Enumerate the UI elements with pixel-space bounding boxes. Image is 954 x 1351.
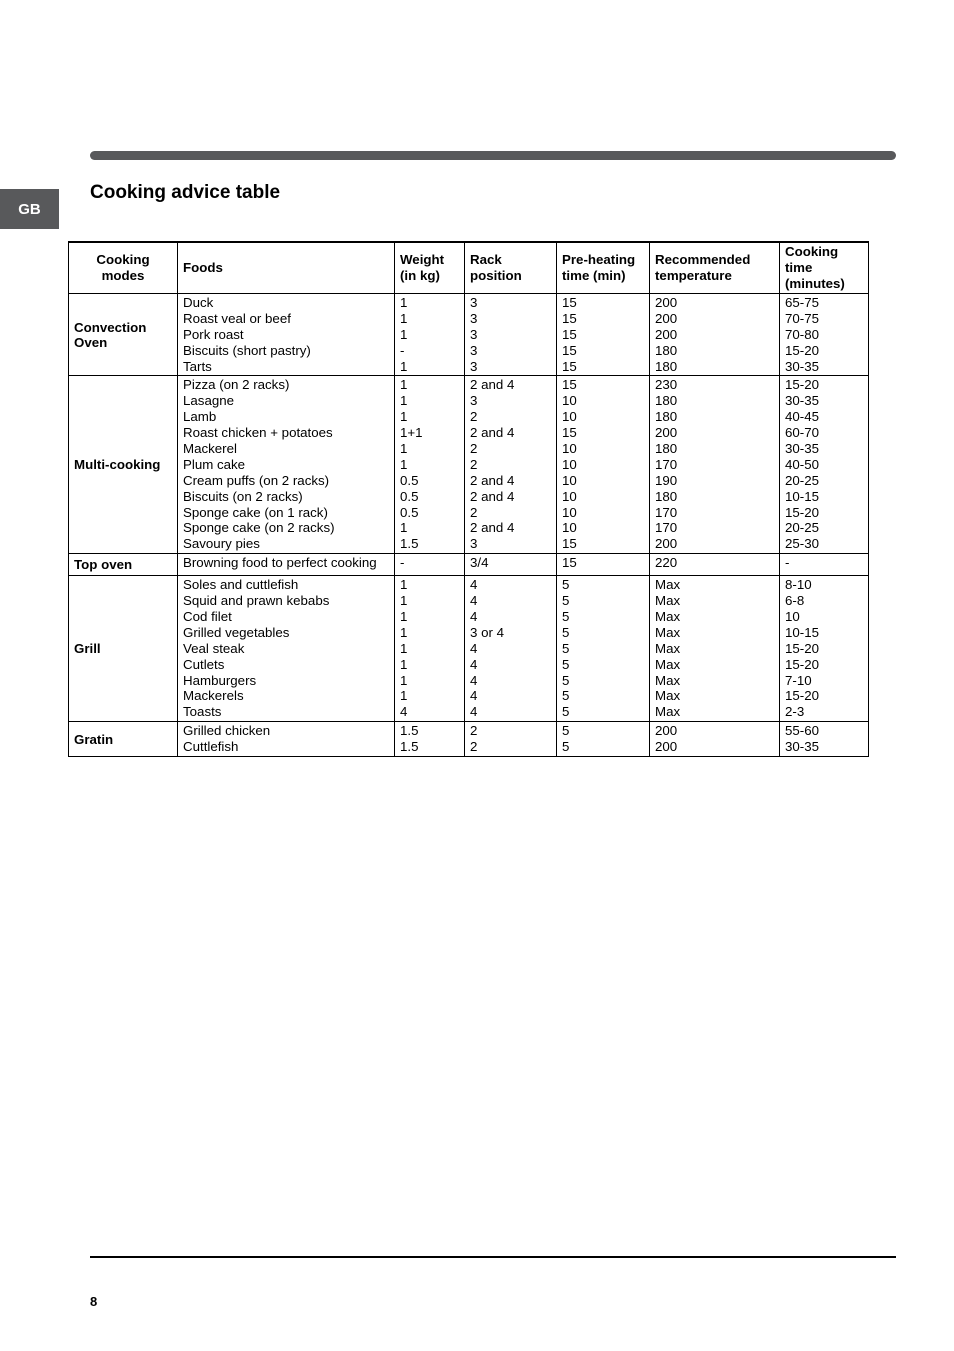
- foods-value: Lasagne: [183, 393, 235, 409]
- temp-value: Max: [655, 672, 681, 688]
- rack-value: 2: [470, 739, 478, 755]
- preheat-value: 10: [562, 504, 577, 520]
- weight-value: -: [400, 555, 405, 571]
- preheat-value: 10: [562, 520, 577, 536]
- preheat-value: 10: [562, 472, 577, 488]
- preheat-value: 15: [562, 425, 577, 441]
- language-tab: GB: [0, 189, 59, 229]
- weight-value: 1: [400, 640, 408, 656]
- rack-value: 3: [470, 326, 478, 342]
- time-value: 55-60: [785, 723, 820, 739]
- table-row: [69, 376, 869, 554]
- temp-value: 200: [655, 310, 678, 326]
- foods-value: Lamb: [183, 409, 217, 425]
- page-number: 8: [90, 1294, 98, 1309]
- weight-cell: [395, 554, 465, 576]
- time-value: 40-50: [785, 456, 820, 472]
- preheat-value: 5: [562, 723, 570, 739]
- rack-value: 4: [470, 577, 478, 593]
- time-value: 40-45: [785, 409, 820, 425]
- time-value: 15-20: [785, 656, 820, 672]
- weight-value: 1: [400, 609, 408, 625]
- time-value: 15-20: [785, 342, 820, 358]
- foods-value: Squid and prawn kebabs: [183, 593, 330, 609]
- preheat-value: 5: [562, 640, 570, 656]
- time-value: 10-15: [785, 488, 820, 504]
- page-title: Cooking advice table: [90, 182, 281, 203]
- preheat-value: 5: [562, 609, 570, 625]
- preheat-cell: [557, 554, 650, 576]
- foods-value: Plum cake: [183, 456, 246, 472]
- temp-value: 190: [655, 472, 678, 488]
- table-row: [69, 722, 869, 757]
- weight-value: 1: [400, 624, 408, 640]
- weight-value: 1: [400, 326, 408, 342]
- temp-value: Max: [655, 609, 681, 625]
- header-weight: Weight (in kg): [395, 242, 465, 294]
- foods-value: Veal steak: [183, 640, 245, 656]
- foods-cell: [178, 576, 395, 722]
- preheat-value: 5: [562, 577, 570, 593]
- weight-value: 1: [400, 456, 408, 472]
- preheat-value: 15: [562, 536, 577, 552]
- preheat-value: 15: [562, 555, 577, 571]
- cooking-mode-cell: Gratin: [69, 722, 178, 757]
- rack-value: 2 and 4: [470, 377, 515, 393]
- foods-value: Roast veal or beef: [183, 310, 291, 326]
- foods-value: Browning food to perfect cooking: [183, 555, 377, 571]
- weight-value: 1.5: [400, 739, 419, 755]
- weight-cell: [395, 722, 465, 757]
- time-value: 7-10: [785, 672, 812, 688]
- rack-value: 2 and 4: [470, 425, 515, 441]
- weight-value: 1.5: [400, 723, 419, 739]
- rack-value: 3: [470, 536, 478, 552]
- temp-value: Max: [655, 640, 681, 656]
- foods-value: Mackerels: [183, 688, 244, 704]
- rack-cell: [465, 554, 557, 576]
- weight-value: 1: [400, 377, 408, 393]
- temp-value: 170: [655, 456, 678, 472]
- rack-cell: [465, 376, 557, 554]
- rack-cell: [465, 294, 557, 376]
- weight-value: 1: [400, 441, 408, 457]
- preheat-value: 15: [562, 342, 577, 358]
- header-cooking-modes: Cooking modes: [69, 242, 178, 294]
- temp-value: 200: [655, 739, 678, 755]
- header-preheating-time: Pre-heating time (min): [557, 242, 650, 294]
- rack-value: 3: [470, 295, 478, 310]
- foods-value: Biscuits (on 2 racks): [183, 488, 303, 504]
- time-value: 30-35: [785, 441, 820, 457]
- cooking-mode-cell: Top oven: [69, 554, 178, 576]
- weight-value: 1.5: [400, 536, 419, 552]
- preheat-cell: [557, 294, 650, 376]
- foods-value: Biscuits (short pastry): [183, 342, 311, 358]
- foods-value: Pizza (on 2 racks): [183, 377, 290, 393]
- temp-value: 170: [655, 504, 678, 520]
- weight-value: 1: [400, 310, 408, 326]
- temp-value: 200: [655, 723, 678, 739]
- table-row: [69, 576, 869, 722]
- time-value: 20-25: [785, 472, 820, 488]
- foods-value: Sponge cake (on 1 rack): [183, 504, 328, 520]
- table-row: [69, 294, 869, 376]
- rack-value: 3: [470, 310, 478, 326]
- time-value: 20-25: [785, 520, 820, 536]
- cooking-advice-table: [68, 241, 869, 757]
- rack-value: 4: [470, 688, 478, 704]
- preheat-value: 10: [562, 488, 577, 504]
- time-value: -: [785, 555, 790, 571]
- time-cell: [780, 576, 869, 722]
- rack-value: 4: [470, 656, 478, 672]
- rack-value: 2 and 4: [470, 488, 515, 504]
- time-value: 10-15: [785, 624, 820, 640]
- table-header-row: [69, 242, 869, 294]
- rack-value: 3/4: [470, 555, 489, 571]
- rack-cell: [465, 576, 557, 722]
- foods-value: Hamburgers: [183, 672, 257, 688]
- header-recommended-temperature: Recommended temperature: [650, 242, 780, 294]
- rack-cell: [465, 722, 557, 757]
- foods-value: Cuttlefish: [183, 739, 239, 755]
- temp-value: Max: [655, 624, 681, 640]
- rack-value: 3: [470, 358, 478, 374]
- preheat-cell: [557, 376, 650, 554]
- rack-value: 4: [470, 609, 478, 625]
- preheat-value: 5: [562, 688, 570, 704]
- time-value: 60-70: [785, 425, 820, 441]
- weight-value: 0.5: [400, 504, 419, 520]
- rack-value: 4: [470, 640, 478, 656]
- time-cell: [780, 554, 869, 576]
- time-value: 6-8: [785, 593, 805, 609]
- rack-value: 3 or 4: [470, 624, 505, 640]
- rack-value: 4: [470, 704, 478, 720]
- header-rack-position: Rack position: [465, 242, 557, 294]
- weight-value: 1+1: [400, 425, 423, 441]
- preheat-value: 15: [562, 295, 577, 310]
- foods-value: Roast chicken + potatoes: [183, 425, 333, 441]
- weight-value: 1: [400, 577, 408, 593]
- weight-value: 0.5: [400, 488, 419, 504]
- table-row: [69, 554, 869, 576]
- weight-value: 0.5: [400, 472, 419, 488]
- time-value: 8-10: [785, 577, 812, 593]
- rack-value: 2 and 4: [470, 520, 515, 536]
- time-value: 30-35: [785, 358, 820, 374]
- foods-value: Cream puffs (on 2 racks): [183, 472, 330, 488]
- preheat-value: 10: [562, 409, 577, 425]
- temp-value: 180: [655, 488, 678, 504]
- temp-value: Max: [655, 656, 681, 672]
- temp-cell: [650, 576, 780, 722]
- time-value: 30-35: [785, 393, 820, 409]
- foods-value: Grilled chicken: [183, 723, 271, 739]
- weight-value: 1: [400, 672, 408, 688]
- preheat-value: 5: [562, 656, 570, 672]
- temp-cell: [650, 554, 780, 576]
- preheat-value: 10: [562, 456, 577, 472]
- footer-rule: [90, 1256, 896, 1258]
- header-bar: [90, 151, 896, 160]
- rack-value: 3: [470, 393, 478, 409]
- weight-value: 1: [400, 358, 408, 374]
- rack-value: 4: [470, 593, 478, 609]
- time-value: 10: [785, 609, 800, 625]
- preheat-value: 5: [562, 672, 570, 688]
- temp-cell: [650, 294, 780, 376]
- time-value: 70-80: [785, 326, 820, 342]
- temp-value: 180: [655, 342, 678, 358]
- foods-cell: [178, 376, 395, 554]
- time-value: 15-20: [785, 377, 820, 393]
- time-value: 15-20: [785, 504, 820, 520]
- temp-value: 180: [655, 358, 678, 374]
- time-cell: [780, 376, 869, 554]
- preheat-value: 15: [562, 377, 577, 393]
- time-value: 70-75: [785, 310, 820, 326]
- rack-value: 2: [470, 441, 478, 457]
- weight-value: 1: [400, 656, 408, 672]
- weight-value: 1: [400, 409, 408, 425]
- temp-value: 180: [655, 441, 678, 457]
- temp-value: 220: [655, 555, 678, 571]
- preheat-value: 5: [562, 593, 570, 609]
- preheat-value: 15: [562, 326, 577, 342]
- preheat-value: 5: [562, 739, 570, 755]
- temp-value: Max: [655, 704, 681, 720]
- foods-cell: [178, 554, 395, 576]
- foods-value: Grilled vegetables: [183, 624, 290, 640]
- preheat-value: 15: [562, 358, 577, 374]
- foods-value: Toasts: [183, 704, 222, 720]
- temp-value: 200: [655, 295, 678, 310]
- temp-value: 180: [655, 409, 678, 425]
- cooking-mode-cell: Convection Oven: [69, 294, 178, 376]
- weight-value: 1: [400, 593, 408, 609]
- header-cooking-time: Cooking time (minutes): [780, 242, 869, 294]
- cooking-mode-cell: Multi-cooking: [69, 376, 178, 554]
- temp-value: 200: [655, 425, 678, 441]
- weight-value: 1: [400, 520, 408, 536]
- weight-cell: [395, 294, 465, 376]
- table-body: [69, 294, 869, 757]
- weight-value: 1: [400, 688, 408, 704]
- temp-cell: [650, 722, 780, 757]
- temp-value: 180: [655, 393, 678, 409]
- rack-value: 2: [470, 456, 478, 472]
- rack-value: 2: [470, 504, 478, 520]
- rack-value: 2: [470, 723, 478, 739]
- weight-cell: [395, 576, 465, 722]
- foods-value: Cutlets: [183, 656, 225, 672]
- foods-value: Mackerel: [183, 441, 237, 457]
- time-value: 15-20: [785, 688, 820, 704]
- foods-cell: [178, 722, 395, 757]
- preheat-cell: [557, 576, 650, 722]
- foods-value: Sponge cake (on 2 racks): [183, 520, 335, 536]
- time-value: 15-20: [785, 640, 820, 656]
- preheat-value: 10: [562, 441, 577, 457]
- weight-value: 4: [400, 704, 408, 720]
- temp-value: 230: [655, 377, 678, 393]
- time-value: 65-75: [785, 295, 820, 310]
- rack-value: 4: [470, 672, 478, 688]
- time-cell: [780, 294, 869, 376]
- weight-value: 1: [400, 393, 408, 409]
- weight-value: -: [400, 342, 405, 358]
- foods-value: Cod filet: [183, 609, 232, 625]
- temp-value: Max: [655, 593, 681, 609]
- header-foods: Foods: [178, 242, 395, 294]
- foods-value: Duck: [183, 295, 214, 310]
- rack-value: 2 and 4: [470, 472, 515, 488]
- temp-value: 200: [655, 536, 678, 552]
- foods-cell: [178, 294, 395, 376]
- temp-value: Max: [655, 688, 681, 704]
- foods-value: Soles and cuttlefish: [183, 577, 299, 593]
- time-value: 25-30: [785, 536, 820, 552]
- foods-value: Pork roast: [183, 326, 244, 342]
- rack-value: 3: [470, 342, 478, 358]
- preheat-cell: [557, 722, 650, 757]
- weight-cell: [395, 376, 465, 554]
- rack-value: 2: [470, 409, 478, 425]
- foods-value: Tarts: [183, 358, 212, 374]
- preheat-value: 10: [562, 393, 577, 409]
- time-cell: [780, 722, 869, 757]
- time-value: 30-35: [785, 739, 820, 755]
- temp-value: 200: [655, 326, 678, 342]
- temp-value: 170: [655, 520, 678, 536]
- temp-value: Max: [655, 577, 681, 593]
- temp-cell: [650, 376, 780, 554]
- time-value: 2-3: [785, 704, 805, 720]
- foods-value: Savoury pies: [183, 536, 260, 552]
- preheat-value: 5: [562, 704, 570, 720]
- cooking-mode-cell: Grill: [69, 576, 178, 722]
- weight-value: 1: [400, 295, 408, 310]
- preheat-value: 15: [562, 310, 577, 326]
- preheat-value: 5: [562, 624, 570, 640]
